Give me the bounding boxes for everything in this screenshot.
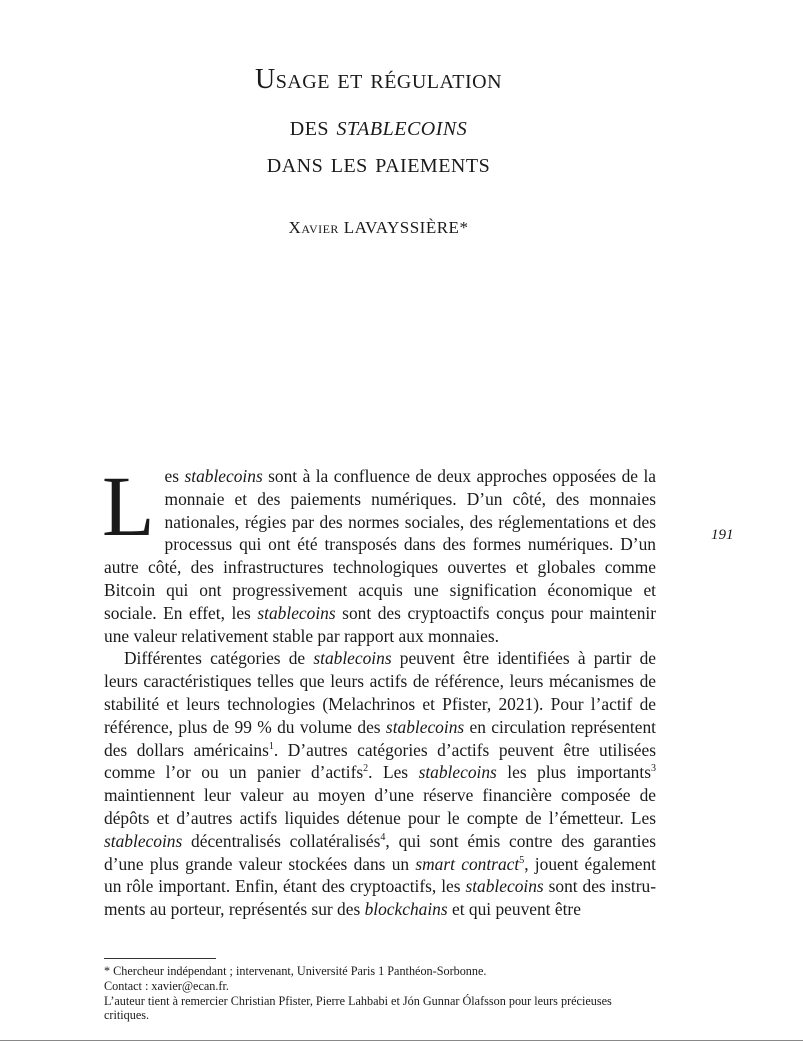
footnote-ref[interactable]: 1	[268, 740, 274, 752]
paragraph-1	[102, 458, 657, 647]
page-bottom-edge	[0, 1040, 803, 1041]
paragraph-2-text: en circulation représentent des dollars américains	[104, 716, 657, 760]
paragraph-2	[104, 647, 656, 921]
title-line-3: dans les paiements	[266, 148, 491, 179]
footnote-ref[interactable]: 3	[650, 763, 656, 775]
paragraph-2-text: , jouent également un rôle important. Enfin, étant des cryptoactifs, les	[104, 853, 656, 897]
author-last-name: LAVAYSSIÈRE	[343, 218, 460, 237]
title-line-2	[0, 113, 757, 141]
article-body	[102, 458, 657, 921]
paragraph-2-text: peuvent être identifiées à partir de leurs caractéristiques telles que leurs actifs de référence, leurs mécanismes de stabilité et leurs technologies (Melachrinos et Pfister, 2021). Pour l’actif de référence, plus de 99 % du volume des	[104, 648, 656, 737]
italic-term: stablecoins	[257, 602, 336, 623]
title-line-2-italic: stablecoins	[336, 111, 468, 142]
footnote-affiliation: * Chercheur indépendant ; intervenant, Université Paris 1 Panthéon-Sorbonne.	[104, 964, 487, 978]
page-number: 191	[711, 527, 734, 543]
paragraph-2-text: . Les	[368, 762, 419, 783]
footnote-thanks: L’auteur tient à remercier Christian Pfister, Pierre Lahbabi et Jón Gunnar Ólafsson pour leurs précieuses critiques.	[104, 993, 612, 1023]
author-line	[0, 218, 757, 238]
paragraph-2-text: sont des instruments au porteur, représentés sur des	[104, 876, 657, 920]
italic-term: stablecoins	[184, 466, 263, 486]
paragraph-2-text: . D’autres catégories d’actifs peuvent être utilisées comme l’or ou un panier d’actifs	[104, 739, 656, 783]
author-first-name: Xavier	[288, 218, 339, 237]
footnote-ref[interactable]: 4	[380, 831, 386, 843]
author-footnote-marker: *	[459, 218, 469, 237]
italic-term: smart contract	[415, 853, 520, 874]
italic-term: stablecoins	[418, 762, 497, 783]
paragraph-2-text: décentralisés collatéralisés	[182, 830, 381, 851]
paragraph-1-text: sont des cryptoactifs conçus pour maintenir une valeur relativement stable par rapport aux monnaies.	[104, 602, 657, 646]
paragraph-2-text: Différentes catégories de	[124, 648, 314, 669]
footnote-ref[interactable]: 5	[519, 854, 525, 866]
italic-term: stablecoins	[313, 648, 392, 669]
paragraph-1-text: es	[164, 466, 185, 486]
paragraph-2-text: et qui peuvent être	[447, 899, 581, 920]
drop-cap: L	[102, 458, 155, 554]
italic-term: blockchains	[364, 899, 448, 920]
paragraph-1-text: sont à la confluence de deux approches opposées de la monnaie et des paiements numériques. D’un côté, des monnaies nationales, régies par des normes sociales, des réglementations et des processus qui ont été transposés dans des formes numériques. D’un autre côté, des infrastructures technologiques ouvertes et globales comme Bitcoin qui ont progressivement acquis une signification économique et sociale. En effet, les	[104, 466, 656, 623]
paragraph-2-text: , qui sont émis contre des garanties d’une plus grande valeur stockées dans un	[104, 830, 656, 874]
footnote-ref[interactable]: 2	[363, 763, 369, 775]
italic-term: stablecoins	[385, 716, 465, 737]
italic-term: stablecoins	[104, 830, 183, 851]
italic-term: stablecoins	[465, 876, 544, 897]
footnote-contact: Contact : xavier@ecan.fr.	[104, 978, 229, 993]
title-line-2-prefix: des	[289, 111, 337, 142]
footnote-divider	[104, 958, 216, 959]
paragraph-2-text: maintiennent leur valeur au moyen d’une réserve financière composée de dépôts et d’autres actifs liquides détenue pour le compte de l’émetteur. Les	[104, 785, 656, 828]
title-line-1: Usage et régulation	[254, 64, 503, 95]
footnotes	[104, 964, 656, 1023]
paragraph-2-text: les plus importants	[496, 762, 651, 783]
